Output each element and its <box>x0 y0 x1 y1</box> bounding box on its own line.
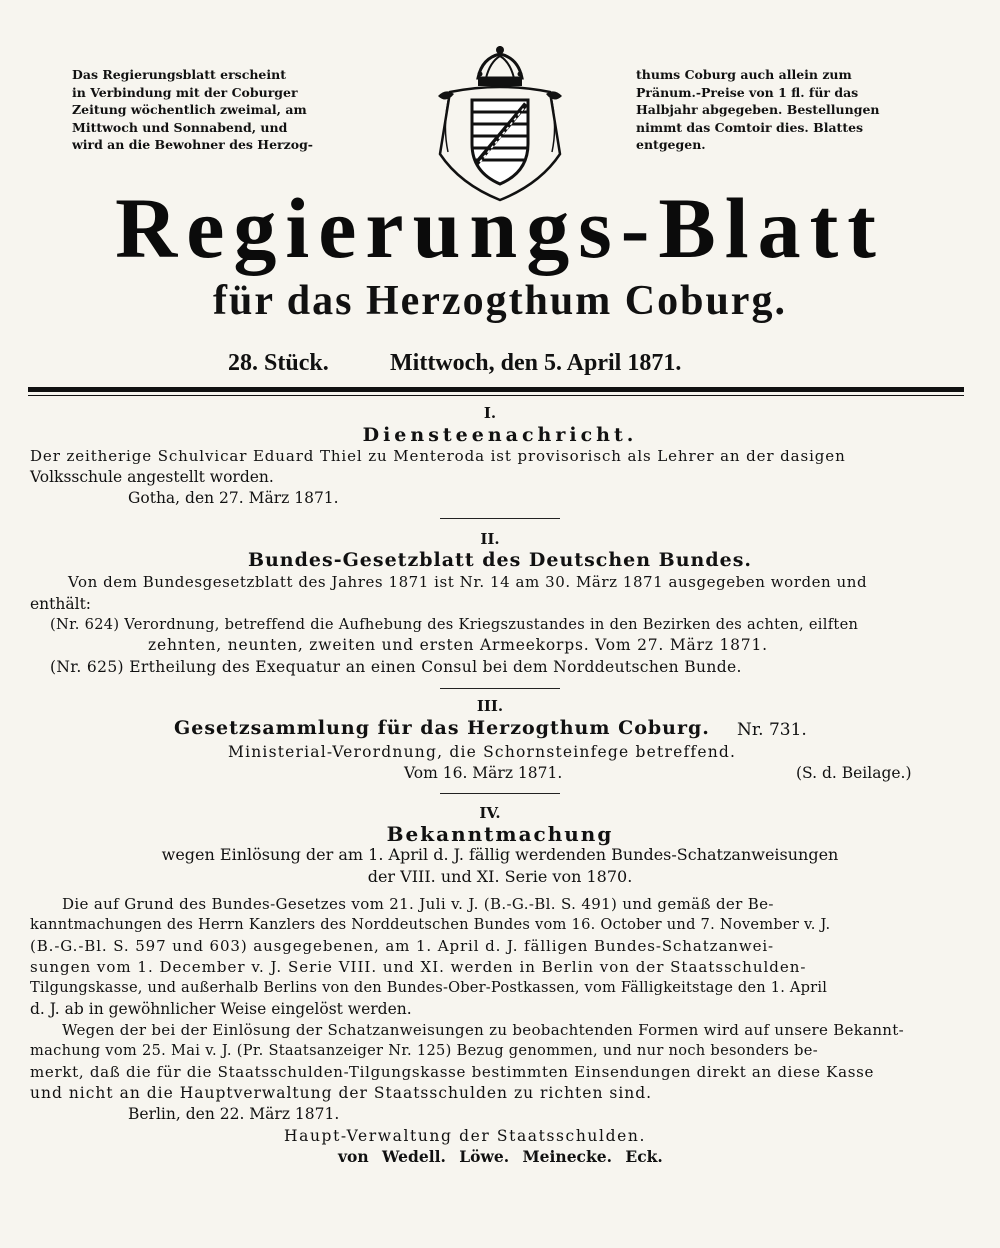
masthead-title: Regierungs-Blatt <box>115 180 885 276</box>
body-line: merkt, daß die für die Staatsschulden-Tilgungskasse bestimmten Einsendungen direkt an diese Kasse <box>30 1063 875 1081</box>
section-heading: Bekanntmachung <box>386 822 614 846</box>
intro-left-line: Zeitung wöchentlich zweimal, am <box>72 102 307 117</box>
section-numeral: IV. <box>479 804 501 822</box>
body-line: sungen vom 1. December v. J. Serie VIII. und XI. werden in Berlin von der Staatsschulden- <box>30 958 807 976</box>
body-line: Tilgungskasse, und außerhalb Berlins von den Bundes-Ober-Postkassen, vom Fälligkeitstage den 1. April <box>30 979 828 996</box>
issue-date: Mittwoch, den 5. April 1871. <box>390 350 682 376</box>
section-subheading: wegen Einlösung der am 1. April d. J. fällig werdenden Bundes-Schatzanweisungen <box>161 845 839 864</box>
section-subheading: der VIII. und XI. Serie von 1870. <box>367 867 633 886</box>
law-number: Nr. 731. <box>737 720 807 740</box>
body-line: machung vom 25. Mai v. J. (Pr. Staatsanzeiger Nr. 125) Bezug genommen, und nur noch besonders be- <box>30 1042 818 1059</box>
section-divider <box>440 688 560 689</box>
intro-right-line: entgegen. <box>636 137 706 152</box>
body-line: Die auf Grund des Bundes-Gesetzes vom 21. Juli v. J. (B.-G.-Bl. S. 491) und gemäß der Be- <box>62 895 774 913</box>
header-rule-thick <box>28 387 964 392</box>
dateline: Berlin, den 22. März 1871. <box>128 1105 340 1123</box>
body-line: zehnten, neunten, zweiten und ersten Armeekorps. Vom 27. März 1871. <box>148 636 768 654</box>
section-divider <box>440 793 560 794</box>
body-line: (B.-G.-Bl. S. 597 und 603) ausgegebenen, am 1. April d. J. fälligen Bundes-Schatzanwei- <box>30 937 775 955</box>
section-divider <box>440 518 560 519</box>
body-line: d. J. ab in gewöhnlicher Weise eingelöst werden. <box>30 1000 412 1018</box>
masthead-subtitle: für das Herzogthum Coburg. <box>213 278 787 324</box>
intro-right-column <box>636 66 908 154</box>
intro-left-line: wird an die Bewohner des Herzog- <box>72 137 313 152</box>
section-numeral: I. <box>483 404 497 422</box>
section-heading: Gesetzsammlung für das Herzogthum Coburg. <box>174 717 710 739</box>
supplement-note: (S. d. Beilage.) <box>796 764 912 782</box>
body-line: enthält: <box>30 595 92 613</box>
body-line: kanntmachungen des Herrn Kanzlers des Norddeutschen Bundes vom 16. October und 7. November v. J. <box>30 916 831 933</box>
section-heading: Diensteenachricht. <box>362 424 638 446</box>
intro-left-column <box>72 66 344 154</box>
intro-left-line: Das Regierungsblatt erscheint <box>72 67 286 82</box>
signature-authority: Haupt-Verwaltung der Staatsschulden. <box>284 1127 646 1145</box>
intro-left-line: in Verbindung mit der Coburger <box>72 84 298 100</box>
section-numeral: II. <box>480 530 500 548</box>
intro-right-line: Halbjahr abgegeben. Bestellungen <box>636 102 880 117</box>
body-line: (Nr. 624) Verordnung, betreffend die Aufhebung des Kriegszustandes in den Bezirken des achten, eilften <box>50 616 859 633</box>
intro-left-line: Mittwoch und Sonnabend, und <box>72 119 288 135</box>
header-rule-thin <box>28 395 964 396</box>
intro-right-line: nimmt das Comtoir dies. Blattes <box>636 119 864 135</box>
body-line: Volksschule angestellt worden. <box>30 468 274 486</box>
body-line: Ministerial-Verordnung, die Schornsteinfege betreffend. <box>228 743 737 761</box>
issue-number: 28. Stück. <box>228 350 329 376</box>
body-line: Wegen der bei der Einlösung der Schatzanweisungen zu beobachtenden Formen wird auf unsere Bekannt- <box>62 1021 904 1039</box>
signatures: von Wedell. Löwe. Meinecke. Eck. <box>338 1147 663 1166</box>
intro-right-line: Pränum.-Preise von 1 fl. für das <box>636 84 859 100</box>
body-line: Von dem Bundesgesetzblatt des Jahres 1871 ist Nr. 14 am 30. März 1871 ausgegeben worden und <box>68 573 868 591</box>
section-numeral: III. <box>476 697 504 715</box>
body-line: und nicht an die Hauptverwaltung der Staatsschulden zu richten sind. <box>30 1084 653 1102</box>
intro-right-line: thums Coburg auch allein zum <box>636 67 852 82</box>
dateline: Gotha, den 27. März 1871. <box>128 489 339 507</box>
body-line: (Nr. 625) Ertheilung des Exequatur an einen Consul bei dem Norddeutschen Bunde. <box>50 658 742 676</box>
body-line: Vom 16. März 1871. <box>404 764 563 782</box>
section-heading: Bundes-Gesetzblatt des Deutschen Bundes. <box>247 549 753 571</box>
body-line: Der zeitherige Schulvicar Eduard Thiel zu Menteroda ist provisorisch als Lehrer an der dasigen <box>30 447 846 465</box>
